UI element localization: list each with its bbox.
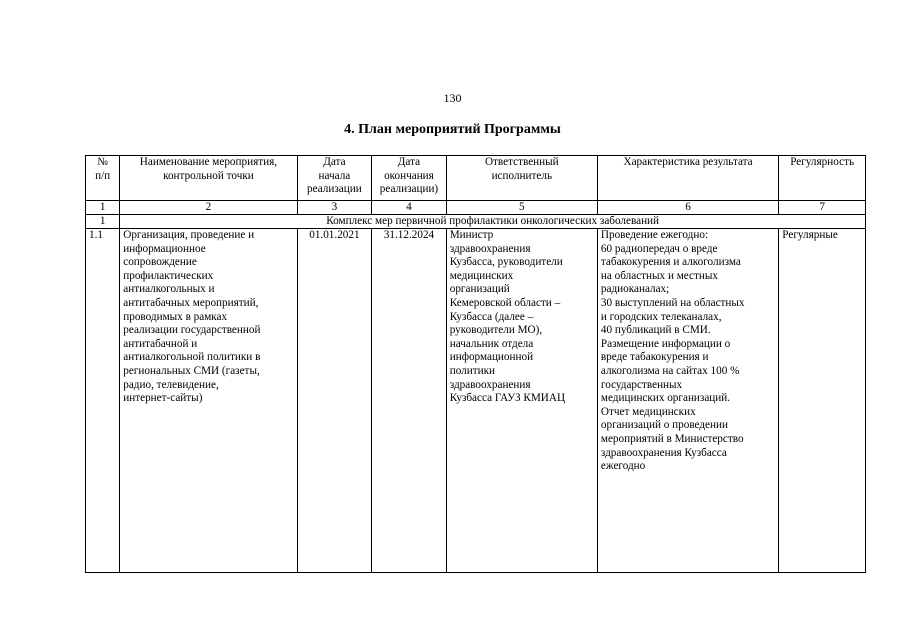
column-number: 6	[597, 201, 778, 215]
header-end-date: Дата окончания реализации)	[372, 156, 447, 201]
row-start-date: 01.01.2021	[297, 229, 372, 573]
header-regularity: Регулярность	[779, 156, 866, 201]
plan-table	[85, 155, 866, 573]
header-name: Наименование мероприятия, контрольной точки	[120, 156, 297, 201]
row-end-date: 31.12.2024	[372, 229, 447, 573]
header-result: Характеристика результата	[597, 156, 778, 201]
row-responsible: Министр здравоохранения Кузбасса, руководители медицинских организаций Кемеровской области – Кузбасса (далее – руководители МО), начальник отдела информационной политики здравоохранения Кузбасса ГАУЗ КМИАЦ	[446, 229, 597, 573]
column-number: 4	[372, 201, 447, 215]
column-number: 5	[446, 201, 597, 215]
table-header-row	[86, 156, 866, 201]
header-responsible: Ответственный исполнитель	[446, 156, 597, 201]
section-title: 4. План мероприятий Программы	[344, 122, 561, 137]
section-row	[86, 215, 866, 229]
table-row	[86, 229, 866, 573]
row-name: Организация, проведение и информационное сопровождение профилактических антиалкогольных и антитабачных мероприятий, проводимых в рамках реализации государственной антитабачной и антиалкогольной политики в региональных СМИ (газеты, радио, телевидение, интернет-сайты)	[120, 229, 297, 573]
header-start-date: Дата начала реализации	[297, 156, 372, 201]
section-row-title: Комплекс мер первичной профилактики онкологических заболеваний	[120, 215, 866, 229]
column-number: 7	[779, 201, 866, 215]
row-result: Проведение ежегодно: 60 радиопередач о вреде табакокурения и алкоголизма на областных и местных радиоканалах; 30 выступлений на областных и городских телеканалах, 40 публикаций в СМИ. Размещение информации о вреде табакокурения и алкоголизма на сайтах 100 % государственных медицинских организаций. Отчет медицинских организаций о проведении мероприятий в Министерство здравоохранения Кузбасса ежегодно	[597, 229, 778, 573]
column-numbers-row	[86, 201, 866, 215]
column-number: 1	[86, 201, 120, 215]
header-number: № п/п	[86, 156, 120, 201]
row-number: 1.1	[86, 229, 120, 573]
column-number: 3	[297, 201, 372, 215]
column-number: 2	[120, 201, 297, 215]
section-number: 1	[86, 215, 120, 229]
row-regularity: Регулярные	[779, 229, 866, 573]
page-number: 130	[443, 91, 462, 105]
